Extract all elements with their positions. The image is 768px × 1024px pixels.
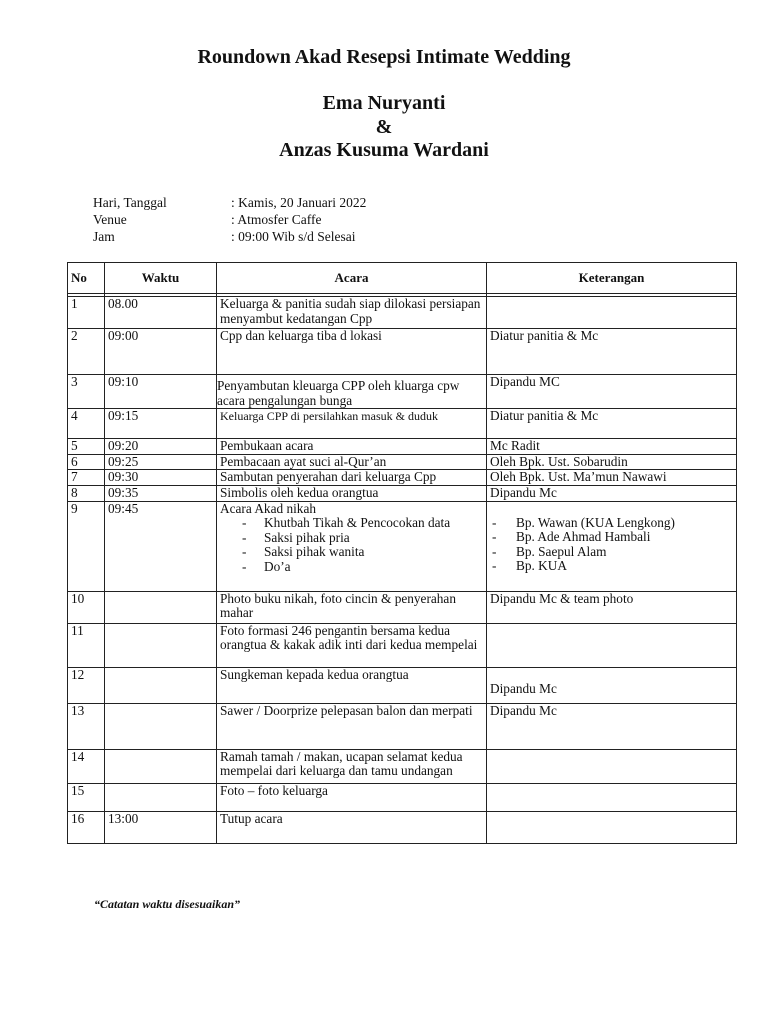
table-row bbox=[68, 485, 737, 501]
cell-acara: Cpp dan keluarga tiba d lokasi bbox=[217, 329, 487, 375]
cell-no: 4 bbox=[68, 409, 105, 439]
list-item-text: Bp. Saepul Alam bbox=[516, 543, 607, 559]
table-row bbox=[68, 470, 737, 486]
cell-acara: Pembacaan ayat suci al-Qur’an bbox=[217, 454, 487, 470]
cell-keterangan bbox=[487, 623, 737, 667]
info-row-date bbox=[93, 194, 366, 211]
cell-no: 7 bbox=[68, 470, 105, 486]
cell-no: 12 bbox=[68, 667, 105, 703]
cell-acara: Photo buku nikah, foto cincin & penyerahan mahar bbox=[217, 591, 487, 623]
list-item bbox=[220, 545, 483, 560]
list-item bbox=[220, 516, 483, 531]
table-row bbox=[68, 749, 737, 783]
cell-no: 11 bbox=[68, 623, 105, 667]
keterangan-sub-list bbox=[490, 516, 733, 574]
cell-keterangan: Oleh Bpk. Ust. Sobarudin bbox=[487, 454, 737, 470]
cell-acara: Simbolis oleh kedua orangtua bbox=[217, 485, 487, 501]
list-item-text: Bp. Ade Ahmad Hambali bbox=[516, 529, 651, 544]
table-row bbox=[68, 783, 737, 811]
rundown-table bbox=[67, 262, 737, 844]
footnote: “Catatan waktu disesuaikan” bbox=[94, 897, 241, 911]
cell-keterangan: Dipandu Mc & team photo bbox=[487, 591, 737, 623]
cell-waktu: 09:00 bbox=[105, 329, 217, 375]
info-label: Jam bbox=[93, 229, 115, 244]
table-row bbox=[68, 623, 737, 667]
cell-waktu: 09:45 bbox=[105, 501, 217, 591]
cell-keterangan: Mc Radit bbox=[487, 439, 737, 455]
cell-keterangan: Dipandu MC bbox=[487, 375, 737, 409]
cell-waktu bbox=[105, 591, 217, 623]
cell-no: 2 bbox=[68, 329, 105, 375]
cell-acara: Sambutan penyerahan dari keluarga Cpp bbox=[217, 470, 487, 486]
cell-waktu: 09:15 bbox=[105, 409, 217, 439]
groom-name: Anzas Kusuma Wardani bbox=[279, 139, 489, 161]
table-row bbox=[68, 409, 737, 439]
cell-waktu: 09:35 bbox=[105, 485, 217, 501]
cell-waktu: 09:10 bbox=[105, 375, 217, 409]
cell-acara: Pembukaan acara bbox=[217, 439, 487, 455]
info-label: Hari, Tanggal bbox=[93, 195, 167, 210]
cell-acara: Penyambutan kleuarga CPP oleh kluarga cpw acara pengalungan bunga bbox=[217, 375, 487, 409]
list-item bbox=[220, 560, 483, 575]
cell-keterangan: Diatur panitia & Mc bbox=[487, 409, 737, 439]
table-header-row bbox=[68, 263, 737, 294]
list-item-text: Saksi pihak wanita bbox=[264, 544, 365, 559]
list-item-text: Do’a bbox=[264, 558, 291, 574]
cell-no: 14 bbox=[68, 749, 105, 783]
list-item-text: Khutbah Tikah & Pencocokan data bbox=[264, 515, 451, 530]
cell-acara bbox=[217, 501, 487, 591]
cell-waktu: 09:25 bbox=[105, 454, 217, 470]
header-acara: Acara bbox=[217, 263, 487, 294]
document-title: Roundown Akad Resepsi Intimate Wedding bbox=[197, 46, 571, 68]
cell-waktu bbox=[105, 749, 217, 783]
cell-waktu bbox=[105, 667, 217, 703]
info-value: : 09:00 Wib s/d Selesai bbox=[231, 229, 356, 244]
cell-acara: Sawer / Doorprize pelepasan balon dan merpati bbox=[217, 703, 487, 749]
cell-waktu: 09:30 bbox=[105, 470, 217, 486]
info-value: : Atmosfer Caffe bbox=[231, 212, 322, 227]
table-row bbox=[68, 501, 737, 591]
header-no: No bbox=[68, 263, 105, 294]
cell-keterangan bbox=[487, 501, 737, 591]
cell-keterangan bbox=[487, 297, 737, 329]
cell-keterangan: Dipandu Mc bbox=[487, 703, 737, 749]
acara-heading: Acara Akad nikah bbox=[220, 500, 316, 516]
info-row-time bbox=[93, 228, 366, 245]
ampersand: & bbox=[375, 116, 393, 138]
table-row bbox=[68, 667, 737, 703]
list-item bbox=[220, 531, 483, 546]
table-row bbox=[68, 329, 737, 375]
cell-no: 15 bbox=[68, 783, 105, 811]
cell-no: 3 bbox=[68, 375, 105, 409]
acara-sub-list bbox=[220, 516, 483, 574]
cell-no: 10 bbox=[68, 591, 105, 623]
cell-keterangan: Dipandu Mc bbox=[487, 485, 737, 501]
table-row bbox=[68, 703, 737, 749]
cell-no: 13 bbox=[68, 703, 105, 749]
info-label: Venue bbox=[93, 212, 127, 227]
cell-keterangan: Dipandu Mc bbox=[487, 667, 737, 703]
table-row bbox=[68, 591, 737, 623]
table-row bbox=[68, 375, 737, 409]
cell-no: 1 bbox=[68, 297, 105, 329]
cell-waktu bbox=[105, 703, 217, 749]
cell-acara: Keluarga & panitia sudah siap dilokasi persiapan menyambut kedatangan Cpp bbox=[217, 297, 487, 329]
info-value: : Kamis, 20 Januari 2022 bbox=[231, 195, 367, 210]
cell-waktu bbox=[105, 623, 217, 667]
cell-waktu bbox=[105, 783, 217, 811]
table-row bbox=[68, 811, 737, 843]
list-item-text: Bp. KUA bbox=[516, 558, 567, 573]
bride-name: Ema Nuryanti bbox=[322, 92, 446, 114]
table-row bbox=[68, 454, 737, 470]
cell-waktu: 08.00 bbox=[105, 297, 217, 329]
list-item bbox=[490, 559, 733, 574]
cell-no: 16 bbox=[68, 811, 105, 843]
event-info bbox=[93, 194, 366, 245]
cell-keterangan bbox=[487, 749, 737, 783]
cell-waktu: 09:20 bbox=[105, 439, 217, 455]
table-row bbox=[68, 297, 737, 329]
cell-acara: Foto formasi 246 pengantin bersama kedua orangtua & kakak adik inti dari kedua mempelai bbox=[217, 623, 487, 667]
cell-keterangan bbox=[487, 811, 737, 843]
list-item bbox=[490, 545, 733, 560]
list-item-text: Saksi pihak pria bbox=[264, 529, 350, 545]
list-item bbox=[490, 516, 733, 531]
cell-no: 5 bbox=[68, 439, 105, 455]
cell-keterangan: Diatur panitia & Mc bbox=[487, 329, 737, 375]
table-row bbox=[68, 439, 737, 455]
info-row-venue bbox=[93, 211, 366, 228]
list-item-text: Bp. Wawan (KUA Lengkong) bbox=[516, 514, 675, 530]
cell-acara: Tutup acara bbox=[217, 811, 487, 843]
header-waktu: Waktu bbox=[105, 263, 217, 294]
cell-waktu: 13:00 bbox=[105, 811, 217, 843]
cell-no: 6 bbox=[68, 454, 105, 470]
header-keterangan: Keterangan bbox=[487, 263, 737, 294]
cell-acara: Ramah tamah / makan, ucapan selamat kedua mempelai dari keluarga dan tamu undangan bbox=[217, 749, 487, 783]
cell-acara: Sungkeman kepada kedua orangtua bbox=[217, 667, 487, 703]
list-item bbox=[490, 530, 733, 545]
cell-keterangan: Oleh Bpk. Ust. Ma’mun Nawawi bbox=[487, 470, 737, 486]
cell-no: 8 bbox=[68, 485, 105, 501]
cell-keterangan bbox=[487, 783, 737, 811]
cell-acara: Foto – foto keluarga bbox=[217, 783, 487, 811]
cell-no: 9 bbox=[68, 501, 105, 591]
cell-acara: Keluarga CPP di persilahkan masuk & duduk bbox=[217, 409, 487, 439]
